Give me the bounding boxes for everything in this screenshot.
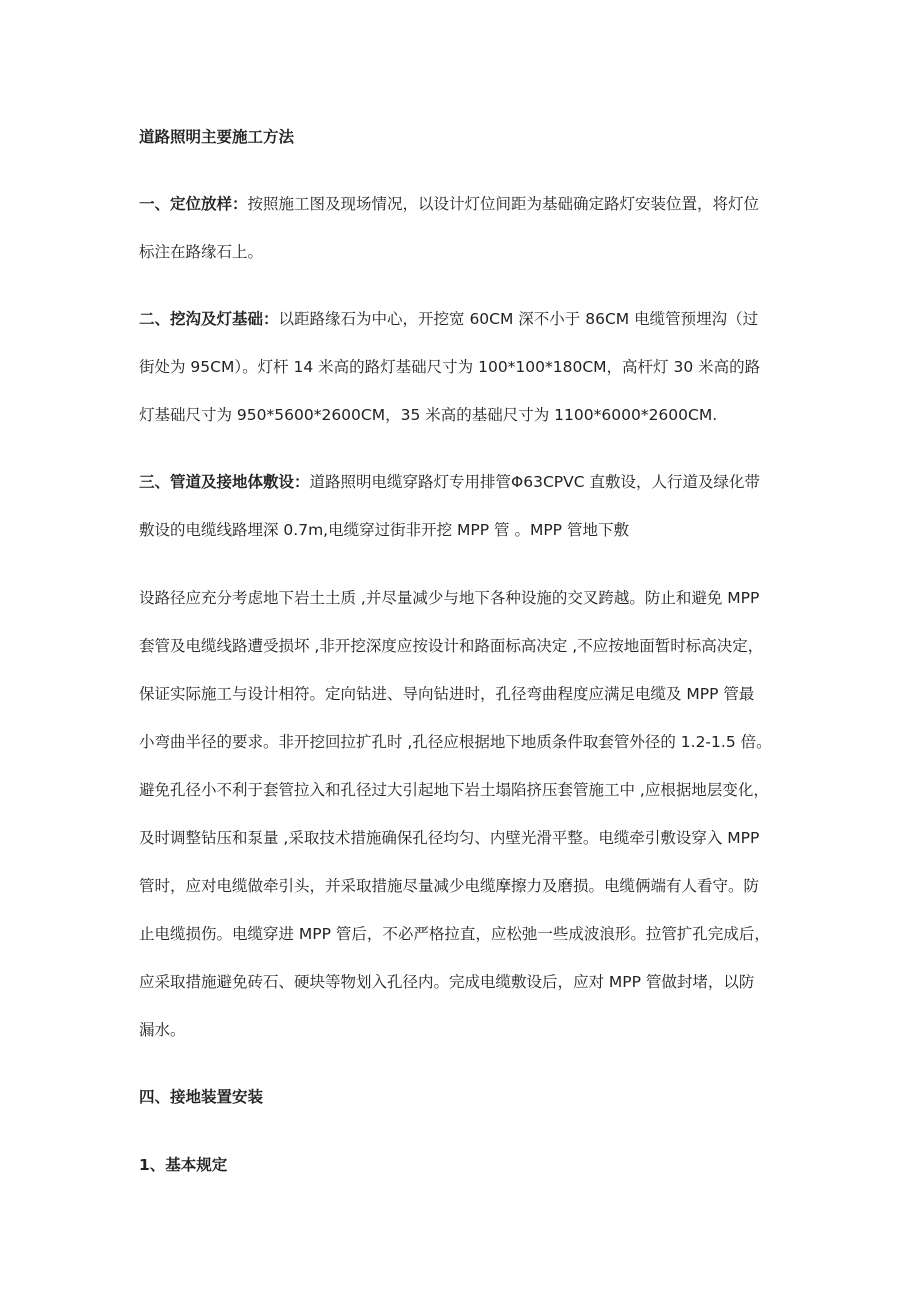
- section-3-line-2: 敷设的电缆线路埋深 0.7m,电缆穿过街非开挖 MPP 管 。MPP 管地下敷: [139, 521, 629, 539]
- paragraph-line: 应采取措施避免砖石、硬块等物划入孔径内。完成电缆敷设后，应对 MPP 管做封堵，以防: [139, 973, 755, 991]
- paragraph-line: 设路径应充分考虑地下岩土土质 ,并尽量减少与地下各种设施的交叉跨越。防止和避免 MPP: [139, 589, 760, 607]
- paragraph-line: 漏水。: [139, 1021, 186, 1039]
- paragraph-line: 套管及电缆线路遭受损坏 ,非开挖深度应按设计和路面标高决定 ,不应按地面暂时标高决定，: [139, 637, 764, 655]
- section-3-line-1: [139, 471, 799, 493]
- paragraph-line: 止电缆损伤。电缆穿进 MPP 管后，不必严格拉直，应松弛一些成波浪形。拉管扩孔完成后，: [139, 925, 770, 943]
- paragraph-line: 及时调整钻压和泵量 ,采取技术措施确保孔径均匀、内壁光滑平整。电缆牵引敷设穿入 MPP: [139, 829, 760, 847]
- section-2-heading: 二、挖沟及灯基础：: [139, 310, 279, 328]
- section-2-line-1: [139, 308, 799, 330]
- subsection-1-heading: 1、基本规定: [139, 1156, 228, 1174]
- paragraph-line: 保证实际施工与设计相符。定向钻进、导向钻进时，孔径弯曲程度应满足电缆及 MPP 管最: [139, 685, 755, 703]
- section-2-text: 以距路缘石为中心，开挖宽 60CM 深不小于 86CM 电缆管预埋沟（过: [278, 310, 759, 328]
- section-1-heading: 一、定位放样：: [139, 195, 248, 213]
- section-3-heading: 三、管道及接地体敷设：: [139, 473, 310, 491]
- section-2-line-3: 灯基础尺寸为 950*5600*2600CM，35 米高的基础尺寸为 1100*6000*2600CM.: [139, 406, 718, 424]
- document-title: 道路照明主要施工方法: [139, 128, 295, 146]
- section-3-text: 道路照明电缆穿路灯专用排管Φ63CPVC 直敷设，人行道及绿化带: [309, 473, 760, 491]
- paragraph-line: 小弯曲半径的要求。非开挖回拉扩孔时 ,孔径应根据地下地质条件取套管外径的 1.2-1.5 倍。: [139, 733, 772, 751]
- section-1-line-2: 标注在路缘石上。: [139, 243, 264, 261]
- section-1-text: 按照施工图及现场情况，以设计灯位间距为基础确定路灯安装位置，将灯位: [247, 195, 760, 213]
- section-4-heading: 四、接地装置安装: [139, 1088, 264, 1106]
- paragraph-line: 管时，应对电缆做牵引头，并采取措施尽量减少电缆摩擦力及磨损。电缆俩端有人看守。防: [139, 877, 760, 895]
- paragraph-line: 避免孔径小不利于套管拉入和孔径过大引起地下岩土塌陷挤压套管施工中 ,应根据地层变化，: [139, 781, 769, 799]
- section-2-line-2: 街处为 95CM）。灯杆 14 米高的路灯基础尺寸为 100*100*180CM，高杆灯 30 米高的路: [139, 358, 761, 376]
- section-1-line-1: [139, 193, 799, 215]
